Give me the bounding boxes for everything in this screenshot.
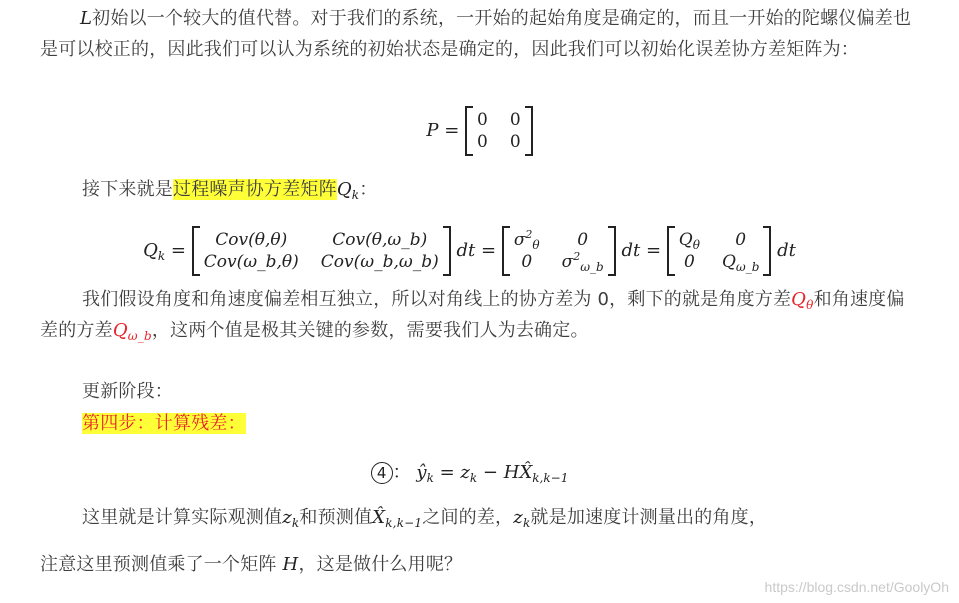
eq4-yhat: ŷ xyxy=(416,462,427,483)
matrix-p-cell: 0 xyxy=(509,110,521,130)
eq4-xhat: X̂ xyxy=(519,462,533,483)
matrix-sigma-cell: 0 xyxy=(577,230,589,250)
residual-xhat-sub: k,k−1 xyxy=(385,516,423,530)
matrix-cov-cell: Cov(θ,ω_b) xyxy=(332,230,428,250)
q-theta: $Q_\theta$ xyxy=(791,289,814,312)
matrix-sigma-cell: $\sigma^2_\theta$ xyxy=(513,228,540,252)
matrix-q-cell: $Q_\theta$ xyxy=(678,230,700,252)
matrix-cov xyxy=(192,226,451,276)
highlighted-term: 过程噪声协方差矩阵 xyxy=(173,179,337,200)
residual-text-4: 就是加速度计测量出的角度， xyxy=(530,507,768,528)
watermark: https://blog.csdn.net/GoolyOh xyxy=(764,579,949,595)
independence-text-1: 我们假设角度和角速度偏差相互独立，所以对角线上的协方差为 0，剩下的就是角度方差 xyxy=(82,289,792,310)
update-stage-heading: 更新阶段： xyxy=(82,381,173,402)
matrix-cov-cell: Cov(ω_b,θ) xyxy=(203,252,299,272)
residual-text-3: 之间的差， xyxy=(422,507,514,528)
eq4-xhat-sub: k,k−1 xyxy=(532,471,569,485)
intro-paragraph xyxy=(40,3,920,65)
independence-text-3: ，这两个值是极其关键的参数，需要我们人为去确定。 xyxy=(151,320,589,341)
eq-q-dt-3: dt xyxy=(777,240,796,261)
eq-q-lhs-sub: k xyxy=(157,249,166,263)
matrix-cov-cell: Cov(θ,θ) xyxy=(215,230,288,250)
question-h: H xyxy=(282,554,299,575)
eq4-minus: − xyxy=(482,462,499,483)
step4-heading xyxy=(82,408,959,439)
matrix-cov-cell: Cov(ω_b,ω_b) xyxy=(320,252,439,272)
residual-z2-sub: k xyxy=(522,516,531,530)
matrix-q-cell: 0 xyxy=(683,252,695,272)
matrix-q-cell: 0 xyxy=(735,230,747,250)
process-noise-suffix: ： xyxy=(359,179,378,200)
equation-p xyxy=(0,106,959,156)
eq4-yhat-sub: k xyxy=(426,471,434,485)
var-q: Q xyxy=(336,179,352,200)
residual-text-1: 这里就是计算实际观测值 xyxy=(82,507,283,528)
residual-text-2: 和预测值 xyxy=(299,507,373,528)
question-text-1: 注意这里预测值乘了一个矩阵 xyxy=(40,554,283,575)
eq4-colon: ： xyxy=(392,462,411,483)
equation-residual xyxy=(0,458,949,484)
eq-p-equals: = xyxy=(444,120,460,141)
eq-q-lhs: Q xyxy=(143,240,158,261)
question-paragraph xyxy=(40,549,920,580)
matrix-sigma-cell: 0 xyxy=(521,252,533,272)
residual-z: z xyxy=(282,507,292,528)
residual-z-sub: k xyxy=(291,516,300,530)
eq-q-equals-2: = xyxy=(480,240,497,261)
question-text-2: ，这是做什么用呢？ xyxy=(298,554,463,575)
matrix-q-cell: $Q_{\omega\_b}$ xyxy=(721,252,760,274)
step4-label: 第四步：计算残差： xyxy=(82,413,246,434)
matrix-p-cell: 0 xyxy=(509,132,521,152)
intro-text: 初始以一个较大的值代替。对于我们的系统，一开始的起始角度是确定的，而且一开始的陀螺仪偏差也是可以校正的，因此我们可以认为系统的初始状态是确定的，因此我们可以初始化误差协方差矩阵为： xyxy=(40,8,912,60)
matrix-p-cell: 0 xyxy=(477,110,488,130)
eq4-z-sub: k xyxy=(469,471,478,485)
eq-q-dt-1: dt xyxy=(456,240,476,261)
process-noise-prefix: 接下来就是 xyxy=(82,179,173,200)
eq-q-dt-2: dt xyxy=(621,240,641,261)
eq-p-lhs: P xyxy=(426,120,439,141)
eq4-h: H xyxy=(503,462,520,483)
residual-explanation xyxy=(82,502,959,533)
q-omega: $Q_{\omega\_b}$ xyxy=(112,320,152,343)
residual-xhat: X̂ xyxy=(372,507,386,528)
matrix-sigma xyxy=(502,226,616,276)
residual-z2: z xyxy=(513,507,523,528)
equation-number: 4 xyxy=(371,462,393,484)
eq4-z: z xyxy=(460,462,470,483)
matrix-p-cell: 0 xyxy=(477,132,488,152)
independence-text-2: 和角速度偏差的方差 xyxy=(40,289,905,341)
matrix-p xyxy=(465,106,533,156)
equation-q xyxy=(0,226,949,276)
eq4-equals: = xyxy=(439,462,455,483)
process-noise-paragraph xyxy=(82,174,959,205)
eq-q-equals: = xyxy=(170,240,186,261)
independence-paragraph xyxy=(40,284,920,346)
eq-q-equals-3: = xyxy=(645,240,662,261)
matrix-sigma-cell: $\sigma^2_{\omega\_b}$ xyxy=(561,250,604,274)
matrix-q xyxy=(667,226,772,276)
var-L: L xyxy=(80,8,93,29)
var-q-sub: k xyxy=(351,188,360,202)
